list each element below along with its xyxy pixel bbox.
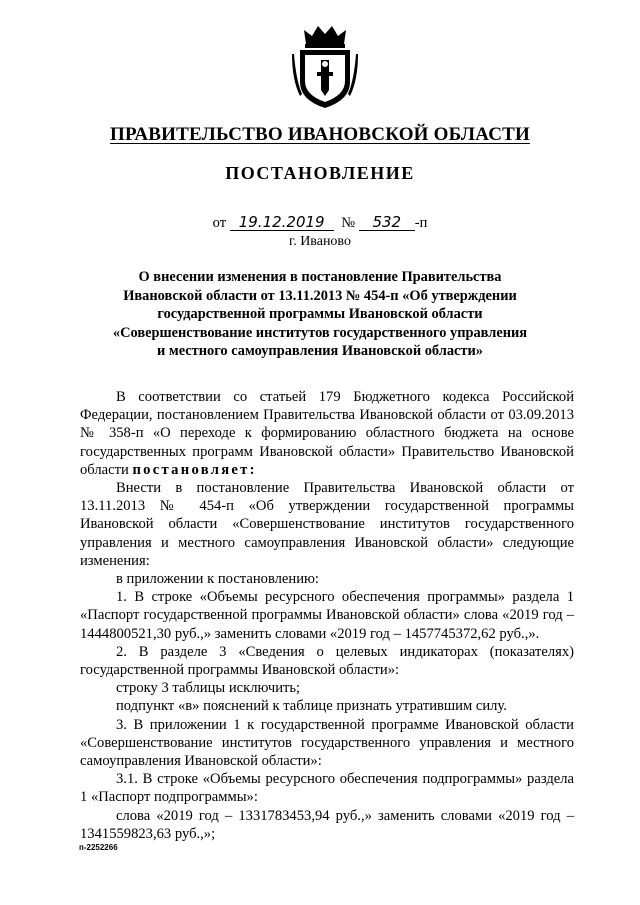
document-number-line xyxy=(0,215,640,232)
coat-of-arms-icon xyxy=(290,20,360,112)
heading-line: и местного самоуправления Ивановской области» xyxy=(157,343,483,359)
document-heading xyxy=(90,268,550,361)
heading-line: «Совершенствование институтов государственного управления xyxy=(112,324,528,341)
decree-word: постановляет: xyxy=(132,461,257,478)
number-suffix: -п xyxy=(414,215,428,231)
body-paragraph: Внести в постановление Правительства Ивановской области от 13.11.2013 № 454-п «Об утверждении государственной программы Ивановской области «Совершенствование институтов государственного управления и местного самоуправления Ивановской области» следующие изменения: xyxy=(80,480,574,569)
body-paragraph: строку 3 таблицы исключить; xyxy=(116,680,301,697)
heading-line: Ивановской области от 13.11.2013 № 454-п «Об утверждении xyxy=(123,287,517,304)
date-prefix: от xyxy=(212,215,227,231)
body-paragraph: 3. В приложении 1 к государственной программе Ивановской области «Совершенствование институтов государственного управления и местного самоуправления Ивановской области»: xyxy=(80,716,574,770)
footer-code: п-2252266 xyxy=(79,843,118,852)
handwritten-number: 532 xyxy=(359,215,415,231)
heading-line: О внесении изменения в постановление Правительства xyxy=(138,269,502,285)
body-paragraph: подпункт «в» пояснений к таблице признать утратившим силу. xyxy=(116,698,507,715)
city: г. Иваново xyxy=(289,234,351,249)
body-paragraph: 3.1. В строке «Объемы ресурсного обеспечения подпрограммы» раздела 1 «Паспорт подпрограммы»: xyxy=(80,771,574,806)
document-type: ПОСТАНОВЛЕНИЕ xyxy=(225,163,415,183)
number-sign: № xyxy=(341,215,356,231)
body-paragraph: 1. В строке «Объемы ресурсного обеспечения программы» раздела 1 «Паспорт государственной программы Ивановской области» слова «2019 год – 1444800521,30 руб.,» заменить словами «2019 год – 1457745372,62 руб.,». xyxy=(80,589,574,642)
body-paragraph: 2. В разделе 3 «Сведения о целевых индикаторах (показателях) государственной программы Ивановской области»: xyxy=(80,643,574,679)
handwritten-date: 19.12.2019 xyxy=(230,215,334,231)
body-paragraph: слова «2019 год – 1331783453,94 руб.,» заменить словами «2019 год – 1341559823,63 руб.,»; xyxy=(80,807,574,842)
document-body xyxy=(80,388,574,843)
body-paragraph: В соответствии со статьей 179 Бюджетного кодекса Российской Федерации, постановлением Правительства Ивановской области от 03.09.2013 № 358-п «О переходе к формированию областного бюджета на основе государственных программ Ивановской области» Правительство Ивановской области постановляет: xyxy=(80,389,574,478)
body-paragraph: в приложении к постановлению: xyxy=(116,571,319,588)
government-title: ПРАВИТЕЛЬСТВО ИВАНОВСКОЙ ОБЛАСТИ xyxy=(110,124,530,145)
heading-line: государственной программы Ивановской области xyxy=(157,306,483,322)
